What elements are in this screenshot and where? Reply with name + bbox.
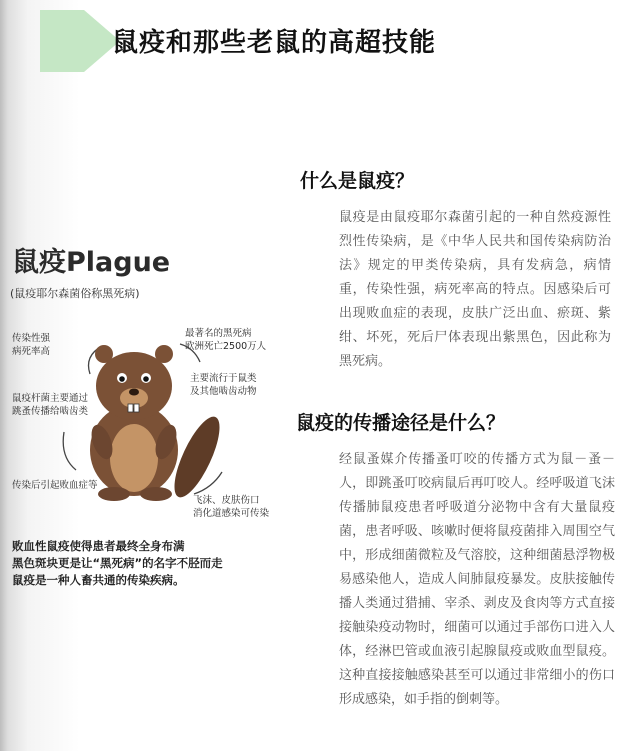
infographic-summary: [12, 538, 223, 589]
rodent-tooth: [134, 404, 139, 412]
banner-shape: [40, 10, 120, 72]
section-heading-transmission: 鼠疫的传播途径是什么？: [296, 412, 506, 434]
rodent-pupil: [119, 376, 125, 382]
note-rodents: 主要流行于鼠类 及其他啮齿动物: [190, 373, 257, 397]
title-banner-arrow: [40, 10, 120, 72]
rodent-belly: [110, 424, 158, 492]
infographic-title: 鼠疫Plague: [12, 247, 171, 278]
plague-infographic: [0, 232, 285, 598]
note-flea-transmission: 鼠疫杆菌主要通过 跳蚤传播给啮齿类: [12, 393, 89, 417]
rodent-illustration: [62, 322, 237, 502]
arrow: [63, 432, 76, 470]
rodent-nose: [129, 389, 139, 396]
rodent-tooth: [128, 404, 133, 412]
summary-line: 败血性鼠疫使得患者最终全身布满: [12, 539, 185, 553]
note-infection-routes: 飞沫、皮肤伤口 消化道感染可传染: [193, 495, 270, 519]
rodent-foot: [98, 487, 130, 501]
note-septicemia: 传染后引起败血症等: [12, 480, 98, 491]
section-heading-what-is-plague: 什么是鼠疫？: [300, 170, 415, 192]
section-text-what-is-plague: 鼠疫是由鼠疫耶尔森菌引起的一种自然疫源性烈性传染病，是《中华人民共和国传染病防治法》规定的甲类传染病，具有发病急，病情重，传染性强，病死率高的特点。因感染后可出现败血症的表现，皮肤广泛出血、瘀斑、紫绀、坏死，死后尸体表现出紫黑色，因此称为黑死病。: [339, 210, 611, 369]
page-title: 鼠疫和那些老鼠的高超技能: [112, 28, 437, 58]
infographic-subtitle: (鼠疫耶尔森菌俗称黑死病): [10, 287, 140, 300]
rodent-foot: [140, 487, 172, 501]
rodent-ear: [95, 345, 113, 363]
summary-line: 黑色斑块更是让“黑死病”的名字不胫而走: [12, 556, 223, 570]
rodent-ear: [155, 345, 173, 363]
note-contagious: 传染性强 病死率高: [12, 333, 51, 357]
section-text-transmission: 经鼠蚤媒介传播蚤叮咬的传播方式为鼠－蚤－人，即跳蚤叮咬病鼠后再叮咬人。经呼吸道飞沫传播肺鼠疫患者呼吸道分泌物中含有大量鼠疫菌，患者呼吸、咳嗽时便将鼠疫菌排入周围空气中，形成细菌微粒及气溶胶，这种细菌悬浮物极易感染他人，造成人间肺鼠疫暴发。皮肤接触传播人类通过猎捕、宰杀、剥皮及食肉等方式直接接触染疫动物时，细菌可以通过手部伤口进入人体，经淋巴管或血液引起腺鼠疫或败血型鼠疫。这种直接接触感染甚至可以通过非常细小的伤口形成感染，如手指的倒刺等。: [339, 452, 615, 707]
arrow: [180, 344, 200, 362]
note-black-death: 最著名的黑死病 欧洲死亡2500万人: [185, 328, 267, 352]
rodent-pupil: [143, 376, 149, 382]
summary-line: 鼠疫是一种人畜共通的传染疾病。: [12, 573, 185, 587]
